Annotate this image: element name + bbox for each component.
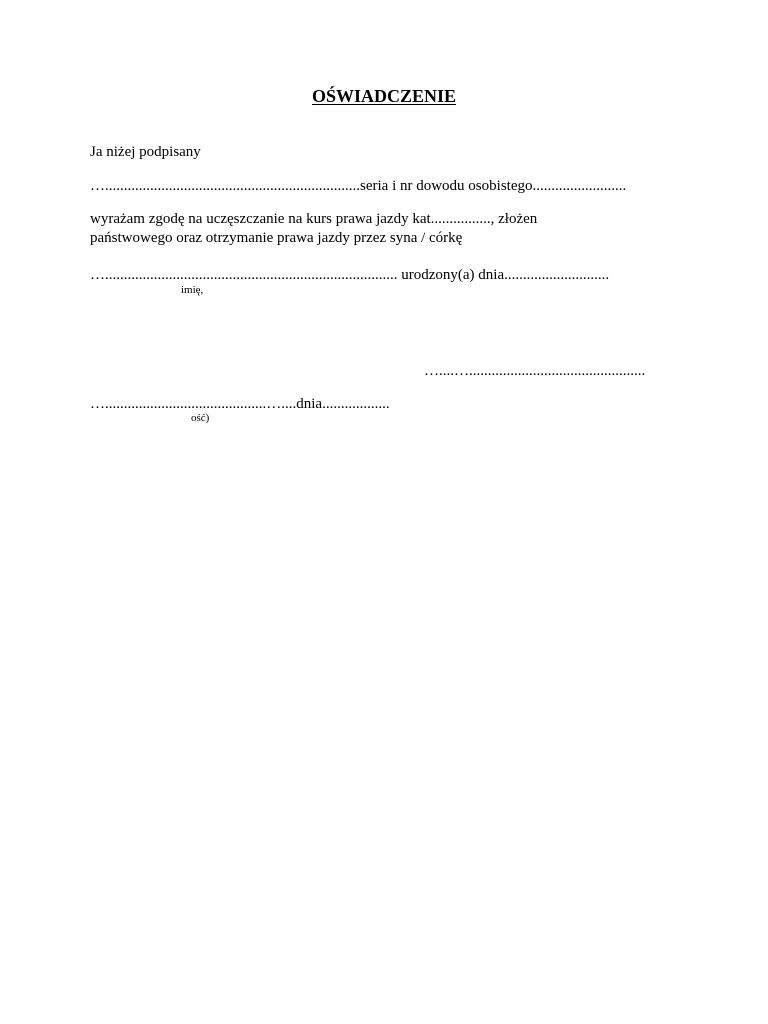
parent-id-line: …....................................................................seria i nr dowodu osobistego.........................	[90, 178, 627, 194]
child-name-caption: imię,	[181, 284, 204, 296]
place-date-line: …...........................................…....dnia..................	[90, 396, 390, 412]
intro-text: Ja niżej podpisany	[90, 144, 201, 160]
consent-line-1: wyrażam zgodę na uczęszczanie na kurs prawa jazdy kat................, złożen	[90, 211, 538, 227]
child-name-line: ….............................................................................. urodzony(a) dnia............................	[90, 267, 610, 283]
signature-line: …....…...............................................	[424, 363, 646, 379]
consent-line-2: państwowego oraz otrzymanie prawa jazdy przez syna / córkę	[90, 230, 463, 246]
place-caption: ość)	[191, 412, 210, 424]
document-title: OŚWIADCZENIE	[311, 86, 457, 106]
